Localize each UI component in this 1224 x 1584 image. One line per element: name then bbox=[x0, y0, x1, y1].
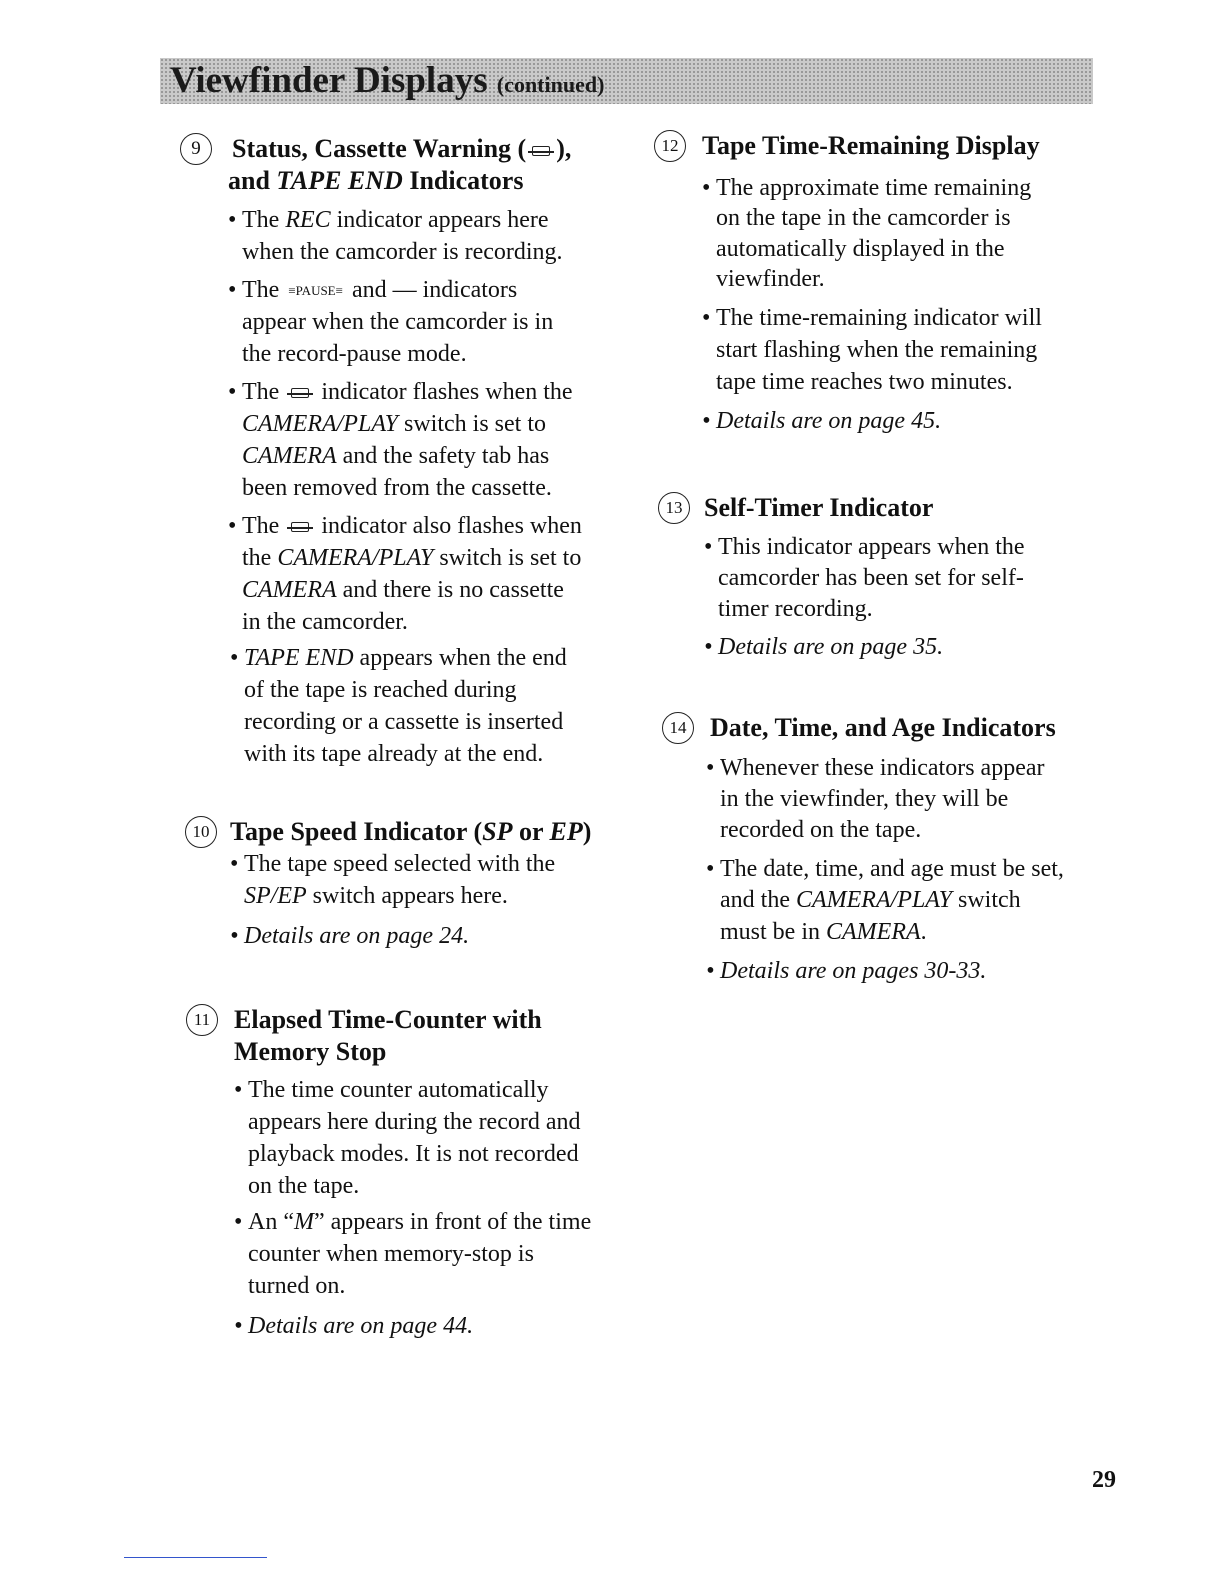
section-9-title: Status, Cassette Warning ( ), bbox=[232, 134, 572, 163]
section-10-number: 10 bbox=[185, 816, 217, 848]
s14-bullet-1-line-2: in the viewfinder, they will be bbox=[720, 786, 1009, 812]
s12-details: • Details are on page 45. bbox=[702, 408, 942, 434]
s11-details: • Details are on page 44. bbox=[234, 1313, 474, 1339]
s9-bullet-3: • The indicator flashes when the bbox=[228, 379, 573, 405]
s11-bullet-1-line-3: playback modes. It is not recorded bbox=[248, 1141, 579, 1167]
section-10-title: Tape Speed Indicator (SP or EP) bbox=[230, 817, 592, 846]
s10-bullet-1-line-2: SP/EP switch appears here. bbox=[244, 883, 508, 909]
s14-bullet-1: • Whenever these indicators appear bbox=[706, 755, 1045, 781]
left-column: 9 Status, Cassette Warning ( ), and TAPE END Indicators • The REC indicator appears here when the camcorder is recording. • The ≡PAUSE≡ and — indicators appear when the camcorder is in the record-pause mode. • The indicator flashes when the CAMERA/PLAY switch is set to CAMERA and the safety tab has been removed from the cassette. • The indicator also flashes when the CAMERA/PLAY switch is set to CAMERA and there is no cassette in the camcorder. • TAPE END appears when the end of the tape is reached during recording or a cassette is inserted with its tape already at the end. 10 Tape Speed Indicator (SP or EP) • The tape speed selected with the SP/EP switch appears here. • Details are on page 24. 11 Elapsed Time-Counter with Memory Stop • The time counter automatically appears here during the record and playback modes. It is not recorded on the tape. • An “M” appears in front of the time counter when memory-stop is turned on. • Details are on page 44. bbox=[180, 0, 630, 1584]
s9-bullet-5-line-4: with its tape already at the end. bbox=[244, 741, 544, 767]
s12-bullet-1: • The approximate time remaining bbox=[702, 175, 1032, 201]
s9-bullet-1: • The REC indicator appears here bbox=[228, 207, 549, 233]
page-number: 29 bbox=[1092, 1467, 1116, 1493]
s12-bullet-1-line-2: on the tape in the camcorder is bbox=[716, 205, 1011, 231]
banner-subtitle: (continued) bbox=[496, 72, 605, 97]
s9-bullet-3-line-2: CAMERA/PLAY switch is set to bbox=[242, 411, 546, 437]
s9-bullet-1-line-2: when the camcorder is recording. bbox=[242, 239, 563, 265]
s13-bullet-1-line-3: timer recording. bbox=[718, 596, 873, 622]
s13-bullet-1: • This indicator appears when the bbox=[704, 534, 1025, 560]
s12-bullet-2: • The time-remaining indicator will bbox=[702, 305, 1042, 331]
s14-bullet-2-line-3: must be in CAMERA. bbox=[720, 919, 927, 945]
s11-bullet-2-line-3: turned on. bbox=[248, 1273, 346, 1299]
pause-indicator-icon: ≡PAUSE≡ bbox=[288, 283, 343, 299]
s9-bullet-3-line-4: been removed from the cassette. bbox=[242, 475, 552, 501]
s11-bullet-1-line-4: on the tape. bbox=[248, 1173, 360, 1199]
s14-bullet-1-line-3: recorded on the tape. bbox=[720, 817, 922, 843]
s12-bullet-2-line-2: start flashing when the remaining bbox=[716, 337, 1038, 363]
s14-bullet-2: • The date, time, and age must be set, bbox=[706, 856, 1064, 882]
s13-bullet-1-line-2: camcorder has been set for self- bbox=[718, 565, 1024, 591]
cassette-warning-icon bbox=[287, 519, 313, 535]
right-column bbox=[648, 0, 1108, 1584]
s13-details: • Details are on page 35. bbox=[704, 634, 944, 660]
s9-bullet-5: • TAPE END appears when the end bbox=[230, 645, 567, 671]
banner-title-text: Viewfinder Displays bbox=[170, 60, 488, 101]
s9-bullet-2-line-2: appear when the camcorder is in bbox=[242, 309, 554, 335]
s10-details: • Details are on page 24. bbox=[230, 923, 470, 949]
s12-bullet-1-line-4: viewfinder. bbox=[716, 266, 825, 292]
section-12-title: Tape Time-Remaining Display bbox=[702, 131, 1040, 160]
section-11-title: Elapsed Time-Counter with bbox=[234, 1005, 542, 1034]
s11-bullet-2-line-2: counter when memory-stop is bbox=[248, 1241, 534, 1267]
section-13-number: 13 bbox=[658, 492, 690, 524]
s9-bullet-4-line-2: the CAMERA/PLAY switch is set to bbox=[242, 545, 582, 571]
s10-bullet-1: • The tape speed selected with the bbox=[230, 851, 556, 877]
section-14-title: Date, Time, and Age Indicators bbox=[710, 713, 1056, 742]
section-14-number: 14 bbox=[662, 712, 694, 744]
s9-bullet-4-line-3: CAMERA and there is no cassette bbox=[242, 577, 564, 603]
s9-bullet-2-line-3: the record-pause mode. bbox=[242, 341, 467, 367]
s9-bullet-3-line-3: CAMERA and the safety tab has bbox=[242, 443, 550, 469]
s9-bullet-5-line-3: recording or a cassette is inserted bbox=[244, 709, 564, 735]
s14-bullet-2-line-2: and the CAMERA/PLAY switch bbox=[720, 887, 1021, 913]
s11-bullet-2: • An “M” appears in front of the time bbox=[234, 1209, 592, 1235]
s12-bullet-2-line-3: tape time reaches two minutes. bbox=[716, 369, 1013, 395]
cassette-warning-icon bbox=[528, 143, 554, 159]
section-12-number: 12 bbox=[654, 130, 686, 162]
s14-details: • Details are on pages 30-33. bbox=[706, 958, 987, 984]
s12-bullet-1-line-3: automatically displayed in the bbox=[716, 236, 1005, 262]
section-13-title: Self-Timer Indicator bbox=[704, 493, 934, 522]
s9-bullet-4: • The indicator also flashes when bbox=[228, 513, 582, 539]
s9-bullet-4-line-4: in the camcorder. bbox=[242, 609, 408, 635]
s11-bullet-1-line-2: appears here during the record and bbox=[248, 1109, 581, 1135]
footer-rule bbox=[124, 1557, 267, 1558]
section-9-number: 9 bbox=[180, 133, 212, 165]
s9-bullet-5-line-2: of the tape is reached during bbox=[244, 677, 517, 703]
s9-bullet-2: • The ≡PAUSE≡ and — indicators bbox=[242, 274, 517, 307]
cassette-warning-icon bbox=[287, 385, 313, 401]
section-11-number: 11 bbox=[186, 1004, 218, 1036]
s11-bullet-1: • The time counter automatically bbox=[234, 1077, 549, 1103]
